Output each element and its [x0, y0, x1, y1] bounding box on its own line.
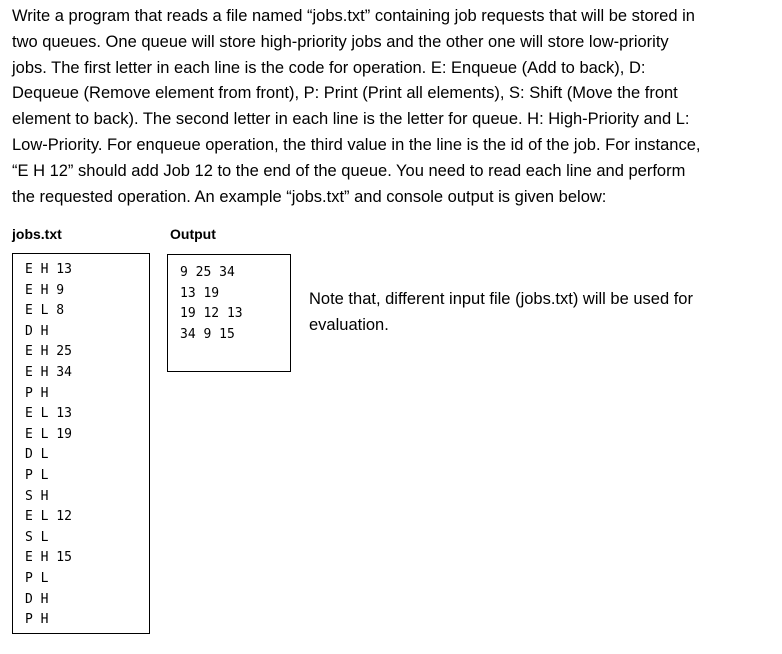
- note-line: evaluation.: [309, 315, 389, 334]
- jobs-file-line: P L: [25, 570, 49, 586]
- jobs-file-line: P L: [25, 467, 49, 483]
- jobs-file-line: D H: [25, 591, 49, 607]
- output-line: 13 19: [180, 285, 220, 301]
- jobs-file-box: [12, 253, 150, 634]
- statement-line: the requested operation. An example “jobs.txt” and console output is given below:: [12, 187, 607, 206]
- jobs-file-line: E H 25: [25, 344, 72, 360]
- statement-line: “E H 12” should add Job 12 to the end of the queue. You need to read each line and perform: [12, 161, 686, 180]
- jobs-file-line: E L 8: [25, 303, 65, 319]
- statement-line: Write a program that reads a file named “jobs.txt” containing job requests that will be stored in: [12, 7, 695, 25]
- jobs-file-line: P H: [25, 385, 49, 401]
- jobs-file-line: E L 13: [25, 406, 72, 422]
- output-line: 34 9 15: [180, 326, 235, 342]
- statement-line: two queues. One queue will store high-priority jobs and the other one will store low-priority: [12, 32, 669, 51]
- jobs-file-line: E H 34: [25, 364, 72, 380]
- jobs-file-line: P H: [25, 612, 49, 628]
- jobs-file-line: E L 12: [25, 509, 72, 525]
- jobs-file-line: E H 9: [25, 282, 65, 298]
- evaluation-note: [309, 287, 769, 338]
- output-line: 9 25 34: [180, 265, 235, 280]
- problem-statement: [12, 4, 778, 210]
- jobs-file-line: S L: [25, 529, 49, 545]
- jobs-file-line: E L 19: [25, 426, 72, 442]
- note-line: Note that, different input file (jobs.txt) will be used for: [309, 290, 693, 308]
- statement-line: Low-Priority. For enqueue operation, the third value in the line is the id of the job. For instance,: [12, 135, 701, 154]
- jobs-file-line: E H 15: [25, 550, 72, 566]
- jobs-file-line: D L: [25, 447, 49, 463]
- statement-line: element to back). The second letter in each line is the letter for queue. H: High-Priority and L:: [12, 110, 690, 129]
- statement-line: jobs. The first letter in each line is the code for operation. E: Enqueue (Add to back), D:: [12, 58, 646, 77]
- jobs-file-line: D H: [25, 323, 49, 339]
- output-heading: Output: [170, 226, 216, 242]
- output-box: [167, 254, 291, 372]
- jobs-file-line: E H 13: [25, 262, 72, 277]
- jobs-file-heading: jobs.txt: [12, 226, 62, 242]
- statement-line: Dequeue (Remove element from front), P: Print (Print all elements), S: Shift (Move the front: [12, 84, 678, 103]
- jobs-file-line: S H: [25, 488, 49, 504]
- output-line: 19 12 13: [180, 306, 243, 322]
